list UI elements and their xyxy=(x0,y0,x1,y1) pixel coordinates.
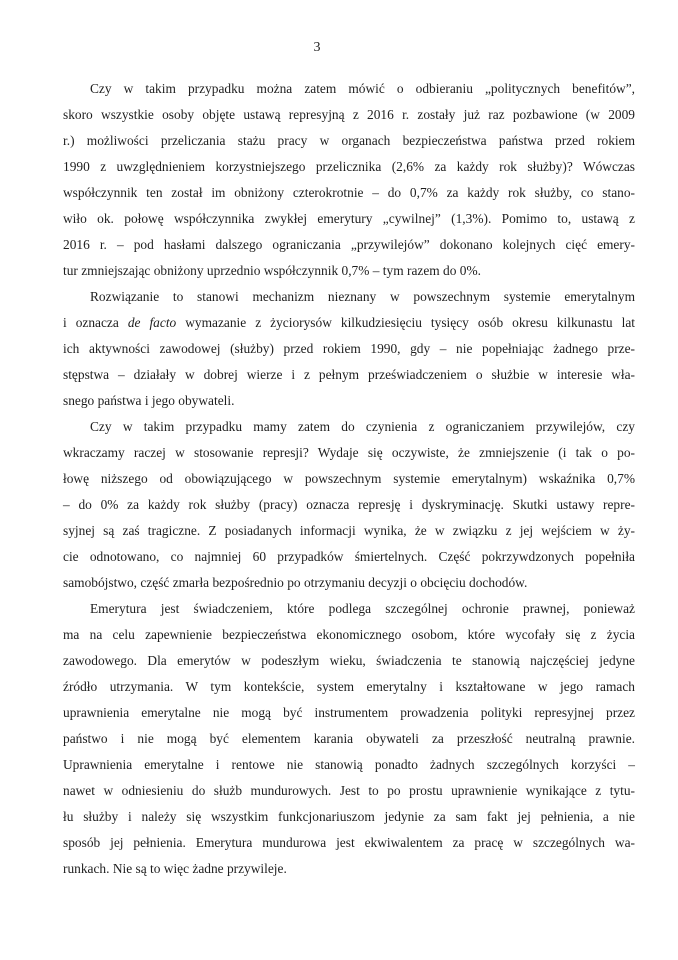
text-segment: i oznacza xyxy=(63,315,128,330)
text-line xyxy=(63,518,635,544)
text-line xyxy=(63,856,635,882)
paragraph-3 xyxy=(63,414,635,596)
text-segment: uprawnienia emerytalne nie mogą być instrumentem prowadzenia polityki represyjnej przez xyxy=(63,705,635,720)
text-segment: snego państwa i jego obywateli. xyxy=(63,393,235,408)
text-segment: Emerytura jest świadczeniem, które podlega szczególnej ochronie prawnej, ponieważ xyxy=(90,601,635,616)
text-line xyxy=(63,830,635,856)
text-segment: wiło ok. połowę współczynnika zwykłej emerytury „cywilnej” (1,3%). Pomimo to, ustawą z xyxy=(63,211,635,226)
paragraph-1 xyxy=(63,76,635,284)
text-line xyxy=(63,232,635,258)
text-segment: wymazanie z życiorysów kilkudziesięciu tysięcy osób okresu kilkunastu lat xyxy=(176,315,636,330)
text-line xyxy=(63,674,635,700)
text-line xyxy=(63,258,635,284)
text-segment: – do 0% za każdy rok służby (pracy) oznacza represję i dyskryminację. Skutki ustawy repre- xyxy=(63,497,635,512)
page-number: 3 xyxy=(313,40,321,55)
text-segment: źródło utrzymania. W tym kontekście, system emerytalny i kształtowane w jego ramach xyxy=(63,679,635,694)
text-segment: państwo i nie mogą być elementem karania obywateli za przeszłość neutralną prawnie. xyxy=(63,731,635,746)
text-segment: współczynnik ten został im obniżony czterokrotnie – do 0,7% za każdy rok służby, co stano- xyxy=(63,185,635,200)
text-segment: samobójstwo, część zmarła bezpośrednio po otrzymaniu decyzji o obcięciu dochodów. xyxy=(63,575,528,590)
paragraph-2 xyxy=(63,284,635,414)
text-segment: skoro wszystkie osoby objęte ustawą represyjną z 2016 r. zostały już raz pozbawione (w 2009 xyxy=(63,107,635,122)
text-segment: ich aktywności zawodowej (służby) przed rokiem 1990, gdy – nie popełniając żadnego prze- xyxy=(63,341,635,356)
text-segment: r.) możliwości przeliczania stażu pracy w organach bezpieczeństwa państwa przed rokiem xyxy=(63,133,635,148)
text-line xyxy=(63,804,635,830)
text-segment: nawet w odniesieniu do służb mundurowych. Jest to po prostu uprawnienie wynikające z tytu- xyxy=(63,783,635,798)
text-line xyxy=(63,76,635,102)
text-line xyxy=(63,596,635,622)
text-line xyxy=(63,388,635,414)
text-segment: tur zmniejszając obniżony uprzednio współczynnik 0,7% – tym razem do 0%. xyxy=(63,263,481,278)
text-segment: sposób jej pełnienia. Emerytura mundurowa jest ekwiwalentem za pracę w szczególnych wa- xyxy=(63,835,635,850)
text-segment: Uprawnienia emerytalne i rentowe nie stanowią ponadto żadnych szczególnych korzyści – xyxy=(63,757,635,772)
text-line xyxy=(63,362,635,388)
text-line xyxy=(63,700,635,726)
text-line xyxy=(63,180,635,206)
text-segment: stępstwa – działały w dobrej wierze i z pełnym przeświadczeniem o służbie w interesie wła- xyxy=(63,367,635,382)
page-body xyxy=(63,76,635,882)
text-segment: zawodowego. Dla emerytów w podeszłym wieku, świadczenia te stanowią najczęściej jedyne xyxy=(63,653,635,668)
text-line xyxy=(63,570,635,596)
text-line xyxy=(63,778,635,804)
text-segment: 1990 z uwzględnieniem korzystniejszego przelicznika (2,6% za każdy rok służby)? Wówczas xyxy=(63,159,635,174)
text-line xyxy=(63,440,635,466)
text-segment: runkach. Nie są to więc żadne przywileje. xyxy=(63,861,287,876)
text-segment: łowę niższego od obowiązującego w powszechnym systemie emerytalnym) wskaźnika 0,7% xyxy=(63,471,635,486)
text-segment: Rozwiązanie to stanowi mechanizm nieznany w powszechnym systemie emerytalnym xyxy=(90,289,635,304)
text-line xyxy=(63,466,635,492)
text-line xyxy=(63,414,635,440)
text-segment: Czy w takim przypadku mamy zatem do czynienia z ograniczaniem przywilejów, czy xyxy=(90,419,635,434)
text-line xyxy=(63,102,635,128)
text-line xyxy=(63,726,635,752)
text-segment: Czy w takim przypadku można zatem mówić o odbieraniu „politycznych benefitów”, xyxy=(90,81,635,96)
text-line xyxy=(63,752,635,778)
text-line xyxy=(63,310,635,336)
text-line xyxy=(63,622,635,648)
text-segment: łu służby i należy się wszystkim funkcjonariuszom jedynie za sam fakt jej pełnienia, a nie xyxy=(63,809,635,824)
text-segment: ma na celu zapewnienie bezpieczeństwa ekonomicznego osobom, które wycofały się z życia xyxy=(63,627,635,642)
text-segment: wkraczamy raczej w stosowanie represji? Wydaje się oczywiste, że zmniejszenie (i tak o po- xyxy=(63,445,635,460)
text-line xyxy=(63,284,635,310)
text-line xyxy=(63,336,635,362)
text-line xyxy=(63,648,635,674)
text-line xyxy=(63,206,635,232)
text-segment: syjnej są zaś tragiczne. Z posiadanych informacji wynika, że w związku z jej wejściem w ży- xyxy=(63,523,635,538)
italic-phrase: de facto xyxy=(127,315,177,330)
text-line xyxy=(63,544,635,570)
paragraph-4 xyxy=(63,596,635,882)
text-line xyxy=(63,154,635,180)
text-line xyxy=(63,492,635,518)
text-segment: cie odnotowano, co najmniej 60 przypadków śmiertelnych. Część pokrzywdzonych popełniła xyxy=(63,549,635,564)
text-line xyxy=(63,128,635,154)
text-segment: 2016 r. – pod hasłami dalszego ograniczania „przywilejów” dokonano kolejnych cięć emery- xyxy=(63,237,635,252)
